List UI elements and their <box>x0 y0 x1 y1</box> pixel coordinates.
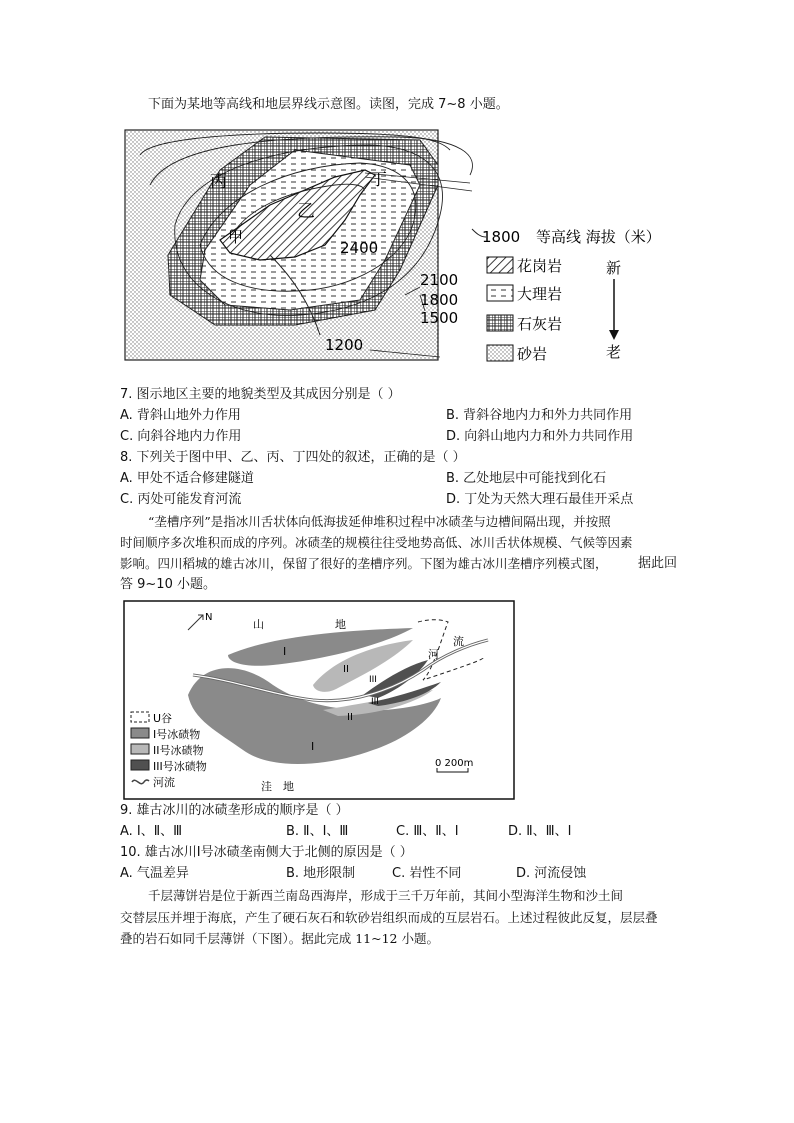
intro-9-10-line1: “垄槽序列”是指冰川舌状体向低海拔延伸堆积过程中冰碛垄与边槽间隔出现，并按照 <box>148 514 611 529</box>
legend-m2-swatch <box>131 744 149 754</box>
q10-option-a[interactable]: A. 气温差异 <box>120 866 189 881</box>
legend-marble-label: 大理岩 <box>517 285 563 303</box>
moraine-label-III-lower: III <box>371 697 379 707</box>
q7-option-a[interactable]: A. 背斜山地外力作用 <box>120 408 241 423</box>
moraine-label-II-lower: II <box>347 712 353 723</box>
legend-granite-swatch <box>487 257 513 273</box>
contour-label-2100: 2100 <box>420 271 459 289</box>
legend-sandstone-swatch <box>487 345 513 361</box>
legend-m1-label: I号冰碛物 <box>153 728 201 741</box>
intro-9-10-line2: 时间顺序多次堆积而成的序列。冰碛垄的规模往往受地势高低、冰川舌状体规模、气候等因素 <box>120 535 633 550</box>
legend-m3-label: III号冰碛物 <box>153 760 207 773</box>
contour-strata-map <box>120 125 720 365</box>
q9-option-d[interactable]: D. Ⅱ、Ⅲ、Ⅰ <box>508 824 572 839</box>
scale-label: 0 200m <box>435 758 474 769</box>
intro-9-10-line3b: 据此回 <box>638 556 678 571</box>
legend-u-valley-swatch <box>131 712 149 722</box>
moraine-label-I-upper: I <box>283 645 287 658</box>
lowland-label-1: 洼 <box>261 780 272 793</box>
q10-option-b[interactable]: B. 地形限制 <box>286 866 356 881</box>
legend-u-valley-label: U谷 <box>153 712 173 725</box>
legend-granite-label: 花岗岩 <box>517 257 563 275</box>
legend-contour-label: 等高线 海拔（米） <box>536 228 661 246</box>
legend-m2-label: II号冰碛物 <box>153 744 204 757</box>
intro-11-12-line3: 叠的岩石如同千层薄饼（下图）。据此完成 11~12 小题。 <box>120 931 439 946</box>
q9-stem: 9. 雄古冰川的冰碛垄形成的顺序是（ ） <box>120 803 349 818</box>
river-label-1: 河 <box>428 648 439 661</box>
legend-m1-swatch <box>131 728 149 738</box>
q10-option-c[interactable]: C. 岩性不同 <box>392 866 462 881</box>
q10-stem: 10. 雄古冰川Ⅰ号冰碛垄南侧大于北侧的原因是（ ） <box>120 845 413 860</box>
q8-option-b[interactable]: B. 乙处地层中可能找到化石 <box>446 471 607 486</box>
q10-option-d[interactable]: D. 河流侵蚀 <box>516 866 587 881</box>
mountain-label-2: 地 <box>335 618 346 631</box>
intro-9-10-line3: 影响。四川稻城的雄古冰川，保留了很好的垄槽序列。下图为雄古冰川垄槽序列模式图， <box>120 556 608 571</box>
moraine-label-III-upper: III <box>369 675 377 685</box>
legend-contour-value: 1800 <box>482 228 521 246</box>
point-yi: 乙 <box>297 201 315 222</box>
q7-option-c[interactable]: C. 向斜谷地内力作用 <box>120 429 242 444</box>
contour-label-1800: 1800 <box>420 291 459 309</box>
legend-sandstone-label: 砂岩 <box>517 345 548 363</box>
north-label: N <box>205 612 213 623</box>
legend-m3-swatch <box>131 760 149 770</box>
glacier-moraine-map <box>123 600 515 800</box>
intro-11-12-line2: 交替层压并埋于海底，产生了硬石灰石和软砂岩组织而成的互层岩石。上述过程彼此反复，层层叠 <box>120 910 658 925</box>
point-ding: 丁 <box>370 170 387 190</box>
q8-option-a[interactable]: A. 甲处不适合修建隧道 <box>120 471 254 486</box>
legend-river-label: 河流 <box>153 776 175 789</box>
mountain-label-1: 山 <box>253 618 264 631</box>
moraine-label-I-lower: I <box>311 740 315 753</box>
legend-marble-swatch <box>487 285 513 301</box>
q7-stem: 7. 图示地区主要的地貌类型及其成因分别是（ ） <box>120 387 401 402</box>
q9-option-a[interactable]: A. Ⅰ、Ⅱ、Ⅲ <box>120 824 183 839</box>
river-label-2: 流 <box>453 635 464 648</box>
q9-option-c[interactable]: C. Ⅲ、Ⅱ、Ⅰ <box>396 824 459 839</box>
q7-option-d[interactable]: D. 向斜山地内力和外力共同作用 <box>446 429 634 444</box>
point-bing: 丙 <box>210 172 227 192</box>
legend-new-label: 新 <box>606 259 622 277</box>
contour-label-1200: 1200 <box>325 336 364 354</box>
intro-9-10-line4: 答 9~10 小题。 <box>120 577 216 592</box>
legend-limestone-label: 石灰岩 <box>517 315 563 333</box>
legend-old-label: 老 <box>606 343 622 361</box>
q8-stem: 8. 下列关于图中甲、乙、丙、丁四处的叙述，正确的是（ ） <box>120 450 466 465</box>
intro-7-8: 下面为某地等高线和地层界线示意图。读图，完成 7~8 小题。 <box>148 97 509 112</box>
moraine-label-II-upper: II <box>343 664 349 675</box>
point-jia: 甲 <box>228 228 244 246</box>
intro-11-12-line1: 千层薄饼岩是位于新西兰南岛西海岸，形成于三千万年前，其间小型海洋生物和沙土间 <box>148 888 624 903</box>
q8-option-d[interactable]: D. 丁处为天然大理石最佳开采点 <box>446 492 634 507</box>
arrow-head-icon <box>609 330 619 340</box>
lowland-label-2: 地 <box>283 780 294 793</box>
q7-option-b[interactable]: B. 背斜谷地内力和外力共同作用 <box>446 408 633 423</box>
q9-option-b[interactable]: B. Ⅱ、Ⅰ、Ⅲ <box>286 824 349 839</box>
q8-option-c[interactable]: C. 丙处可能发育河流 <box>120 492 242 507</box>
legend-limestone-swatch <box>487 315 513 331</box>
contour-label-2400: 2400 <box>340 239 379 257</box>
contour-label-1500: 1500 <box>420 309 459 327</box>
